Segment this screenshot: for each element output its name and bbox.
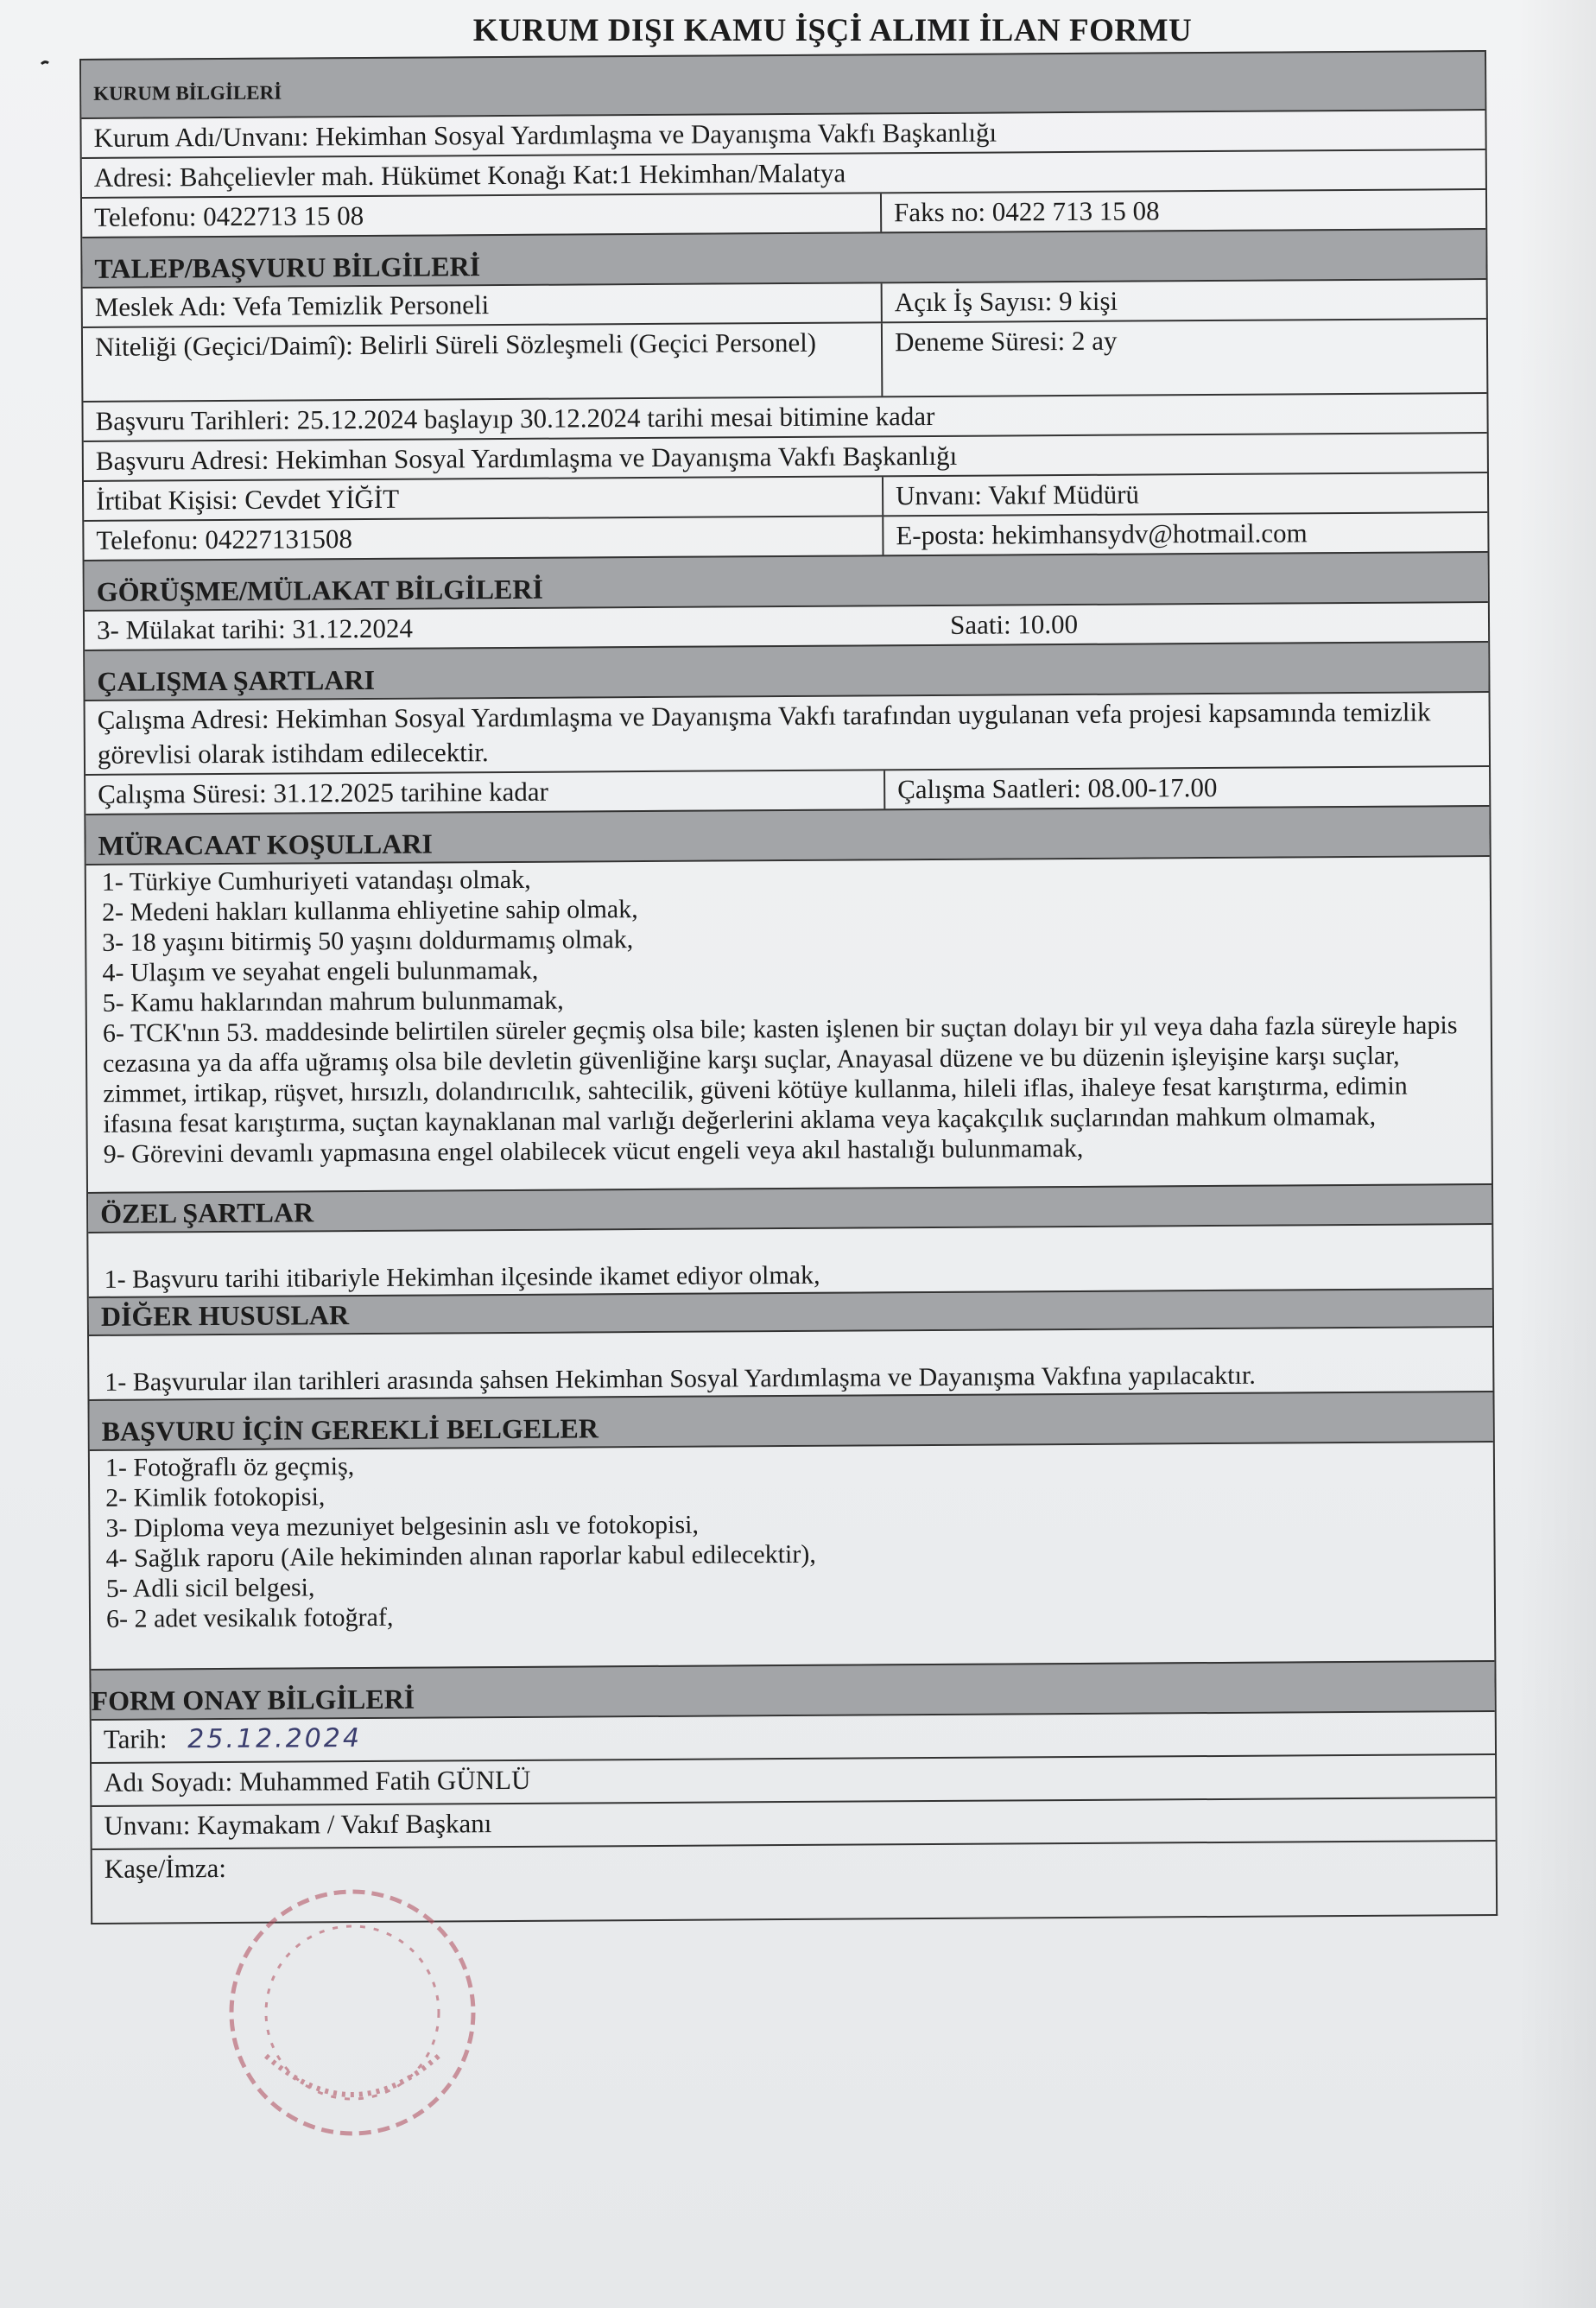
belgeler-list [90,1447,833,1669]
section-header-calisma: ÇALIŞMA ŞARTLARI [85,641,1488,700]
nitelik: Niteliği (Geçici/Daimî): Belirli Süreli Sözleşmeli (Geçici Personel) [83,323,883,401]
list-item: 6- 2 adet vesikalık fotoğraf, [105,1602,394,1633]
list-item: 3- 18 yaşını bitirmiş 50 yaşını doldurmamış olmak, [102,925,634,957]
acik-is-sayisi: Açık İş Sayısı: 9 kişi [894,285,1118,318]
calisma-saatleri: Çalışma Saatleri: 08.00-17.00 [897,771,1218,805]
mulakat-tarihi: 3- Mülakat tarihi: 31.12.2024 [96,612,414,645]
section-header-muracaat: MÜRACAAT KOŞULLARI [86,805,1489,864]
section-header-kurum: KURUM BİLGİLERİ [81,50,1485,117]
irtibat-eposta: E-posta: hekimhansydv@hotmail.com [896,517,1308,551]
basvuru-tarihleri: Başvuru Tarihleri: 25.12.2024 başlayıp 30.12.2024 tarihi mesai bitimine kadar [95,400,935,436]
calisma-suresi: Çalışma Süresi: 31.12.2025 tarihine kadar [86,770,885,814]
list-item: 4- Ulaşım ve seyahat engeli bulunmamak, [102,955,539,987]
list-item: 3- Diploma veya mezuniyet belgesinin aslı ve fotokopisi, [105,1510,699,1543]
diger-list [89,1329,1271,1399]
ozel-list [88,1229,835,1297]
irtibat-kisisi: İrtibat Kişisi: Cevdet YİĞİT [84,477,884,520]
section-header-belgeler: BAŞVURU İÇİN GEREKLİ BELGELER [89,1391,1492,1449]
onay-unvan: Unvanı: Kaymakam / Vakıf Başkanı [104,1808,492,1841]
calisma-adresi: Çalışma Adresi: Hekimhan Sosyal Yardımlaşma ve Dayanışma Vakfı tarafından uygulanan vefa projesi kapsamında temizlik görevlisi olarak istihdam edilecektir. [97,696,1431,770]
list-item: 1- Başvurular ilan tarihleri arasında şahsen Hekimhan Sosyal Yardımlaşma ve Dayanışma Vakfına yapılacaktır. [104,1360,1256,1397]
form-title: KURUM DIŞI KAMU İŞÇİ ALIMI İLAN FORMU [472,13,1193,48]
onay-adi-soyadi: Adı Soyadı: Muhammed Fatih GÜNLÜ [104,1764,531,1798]
page-edge-shadow [1518,0,1596,2308]
onay-tarih [92,1712,1495,1762]
onay-tarih-label: Tarih: [103,1723,168,1754]
list-item: 5- Kamu haklarından mahrum bulunmamak, [102,986,564,1018]
irtibat-telefon: Telefonu: 04227131508 [84,517,884,560]
mulakat-saati: Saati: 10.00 [949,608,1079,640]
muracaat-list [86,857,1492,1192]
list-item: 9- Görevini devamlı yapmasına engel olabilecek vücut engeli veya akıl hastalığı bulunmamak, [103,1133,1084,1169]
list-item: 6- TCK'nın 53. maddesinde belirtilen süreler geçmiş olsa bile; kasten işlenen bir suçtan dolayı bir yıl veya daha fazla süreyle hapis cezasına ya da affa uğramış olsa bile devletin güvenliğine karşı suçlar, Anayasal düzene ve bu düzenin işleyişine karşı suçlar, zimmet, irtikap, rüşvet, hırsızlı, dolandırıcılık, sahtecilik, güveni kötüye kullanma, hileli iflas, ihaleye fesat karıştırma, edimin ifasına fesat karıştırma, suçtan kaynaklanan mal varlığı değerlerini aklama veya kaçakçılık suçlarından mahkum olmamak, [102,1011,1458,1138]
kurum-adi: Kurum Adı/Unvanı: Hekimhan Sosyal Yardımlaşma ve Dayanışma Vakfı Başkanlığı [93,117,998,153]
deneme-suresi: Deneme Süresi: 2 ay [894,325,1118,358]
section-header-ozel: ÖZEL ŞARTLAR [88,1183,1492,1232]
section-header-talep: TALEP/BAŞVURU BİLGİLERİ [82,228,1485,287]
list-item: 1- Fotoğraflı öz geçmiş, [104,1452,355,1482]
list-item: 1- Başvuru tarihi itibariyle Hekimhan ilçesinde ikamet ediyor olmak, [104,1260,820,1294]
section-header-diger: DİĞER HUSUSLAR [89,1288,1492,1335]
list-item: 2- Medeni hakları kullanma ehliyetine sahip olmak, [101,895,638,927]
list-item: 5- Adli sicil belgesi, [105,1573,315,1603]
basvuru-adresi: Başvuru Adresi: Hekimhan Sosyal Yardımlaşma ve Dayanışma Vakfı Başkanlığı [95,440,958,476]
handwritten-date: 25.12.2024 [187,1723,363,1755]
onay-kase-imza: Kaşe/İmza: [104,1853,227,1884]
kurum-faks: Faks no: 0422 713 15 08 [893,195,1160,228]
kurum-telefon: Telefonu: 0422713 15 08 [82,193,882,237]
list-item: 2- Kimlik fotokopisi, [105,1482,326,1512]
kurum-adres: Adresi: Bahçelievler mah. Hükümet Konağı Kat:1 Hekimhan/Malatya [93,157,846,193]
section-header-onay: FORM ONAY BİLGİLERİ [91,1660,1494,1719]
form-table [79,50,1498,1924]
meslek-adi: Meslek Adı: Vefa Temizlik Personeli [83,283,883,327]
list-item: 4- Sağlık raporu (Aile hekiminden alınan raporlar kabul edilecektir), [105,1539,816,1573]
section-header-gorusme: GÖRÜŞME/MÜLAKAT BİLGİLERİ [85,551,1488,610]
irtibat-unvan: Unvanı: Vakıf Müdürü [896,479,1140,511]
list-item: 1- Türkiye Cumhuriyeti vatandaşı olmak, [101,865,531,897]
